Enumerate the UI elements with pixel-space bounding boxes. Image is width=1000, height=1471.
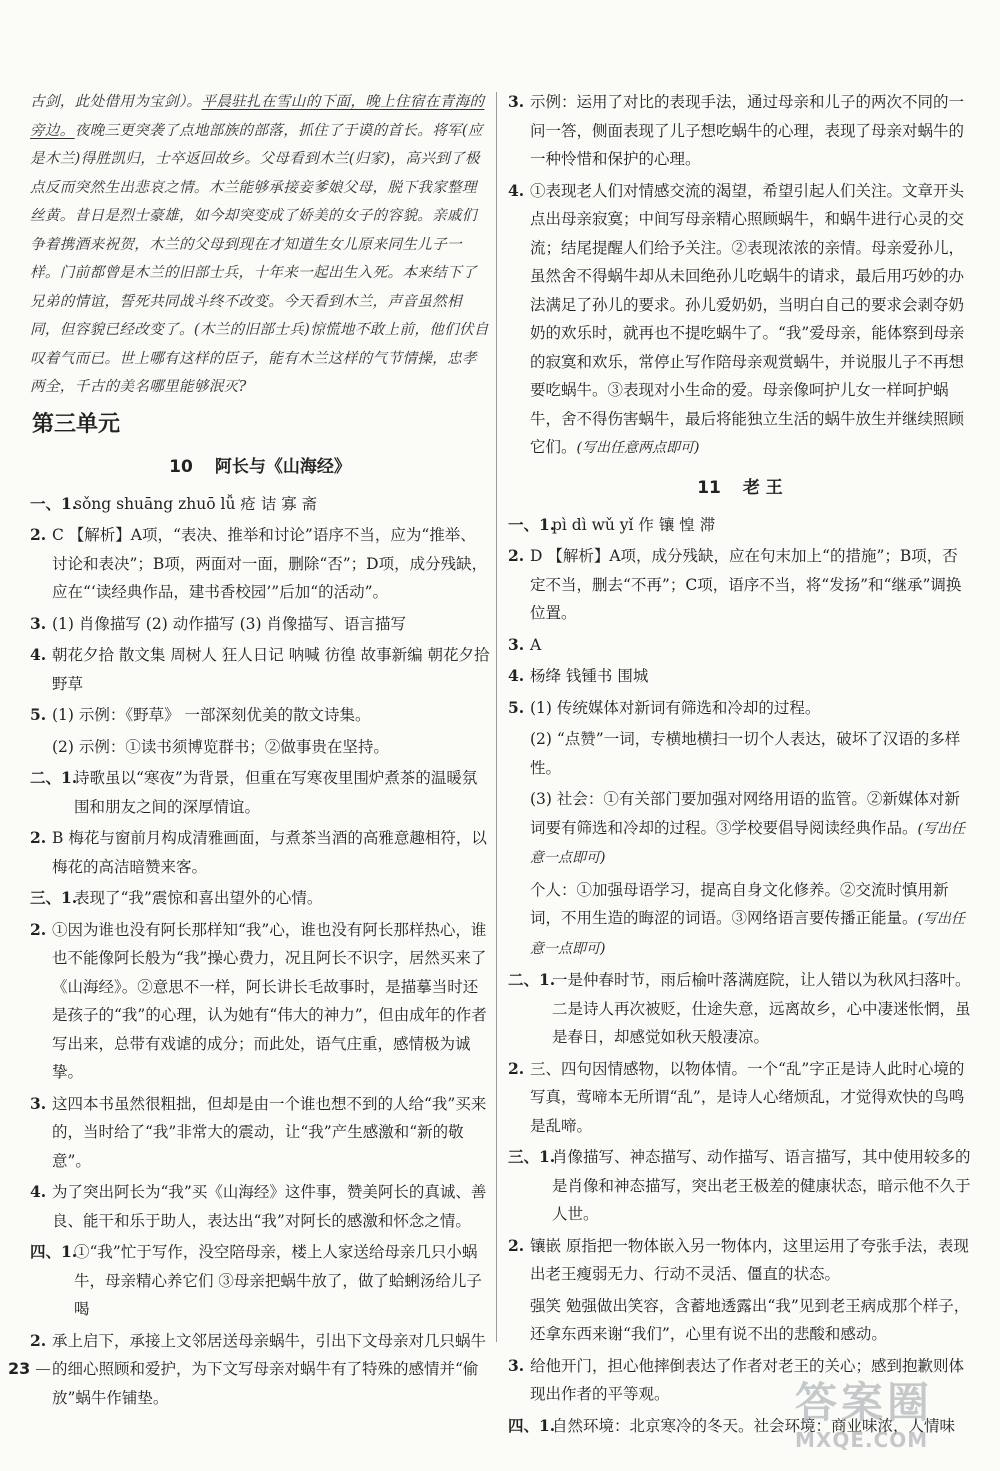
answer-number: 三、1. [30, 888, 78, 907]
answer-number: 2. [30, 525, 47, 544]
answer-text: 三、四句因情感物，以物体情。一个“乱”字正是诗人此时心境的写真，莺啼本无所谓“乱”，是诗人心绪烦乱，才觉得欢快的鸟鸣是乱啼。 [530, 1059, 965, 1135]
answer-item [30, 641, 490, 698]
lesson-name: 老 王 [742, 477, 783, 498]
answer-text: 个人：①加强母语学习，提高自身文化修养。②交流时慎用新词，不用生造的晦涩的词语。③网络语言要传播正能量。 [530, 880, 949, 927]
answer-text: 给他开门，担心他摔倒表达了作者对老王的关心；感到抱歉则体现出作者的平等观。 [530, 1356, 965, 1403]
answer-item [508, 542, 972, 628]
answer-text: C 【解析】A项，“表决、推举和讨论”语序不当，应为“推举、讨论和表决”；B项，两面对一面，删除“否”；D项，成分残缺，应在“‘读经典作品，建书香校园’”后加“的活动”。 [52, 526, 488, 601]
answer-number: 4. [508, 180, 525, 200]
answer-text: 强笑 勉强做出笑容，含蓄地透露出“我”见到老王病成那个样子，还拿东西来谢“我们”，心里有说不出的悲酸和感动。 [530, 1296, 970, 1343]
answer-item [508, 1292, 972, 1349]
answer-number: 4. [30, 645, 47, 664]
answer-item [30, 521, 490, 607]
answer-note: (写出任意两点即可) [576, 440, 700, 456]
answer-text: pì dì wǔ yǐ 作 镶 惶 滞 [552, 515, 716, 534]
answer-item [508, 631, 972, 660]
answer-text: 自然环境：北京寒冷的冬天。社会环境：商业味浓，人情味 [552, 1416, 956, 1435]
answer-text: (1) 示例：《野草》 一部深刻优美的散文诗集。 [52, 706, 371, 724]
answer-text: 一是仲春时节，雨后榆叶落满庭院，让人错以为秋风扫落叶。二是诗人再次被贬，仕途失意，远离故乡，心中凄迷怅惘，虽是春日，却感觉如秋天般凄凉。 [552, 971, 971, 1046]
right-column [508, 88, 972, 1443]
answer-item [30, 610, 490, 639]
answer-number: 4. [30, 1182, 47, 1201]
watermark-url: MXQE.COM [795, 1428, 929, 1452]
answer-number: 5. [508, 697, 525, 717]
watermark-logo [795, 1378, 985, 1458]
intro-text-2: 夜晚三更突袭了点地部族的部落，抓住了于谟的首长。将军(应是木兰)得胜凯归，士卒返回故乡。父母看到木兰(归家)，高兴到了极点反而突然生出悲哀之情。木兰能够承接妾爹娘父母，脱下我家整理丝黄。昔日是烈士豪雄，如今却突变成了娇美的女子的容貌。亲戚们争着携酒来祝贺，木兰的父母到现在才知道生女儿原来同生儿子一样。门前都曾是木兰的旧部士兵，十年来一起出生入死。本来结下了兄弟的情谊，誓死共同战斗终不改变。今天看到木兰，声音虽然相同，但容貌已经改变了。(木兰的旧部士兵)惊慌地不敢上前，他们伏自叹着气而已。世上哪有这样的臣子，能有木兰这样的气节情操，忠孝两全，千古的美名哪里能够泯灭? [30, 121, 489, 395]
answer-item [508, 966, 972, 1052]
answer-number: 3. [508, 634, 525, 654]
answer-item [508, 785, 972, 873]
answer-text: sǒng shuāng zhuō lǚ 疮 诘 寡 斋 [74, 494, 318, 513]
answer-number: 2. [30, 919, 47, 939]
answer-item [508, 694, 972, 723]
answer-text: (1) 传统媒体对新词有筛选和冷却的过程。 [530, 698, 821, 717]
answer-text: (2) 示例：①读书须博览群书；②做事贵在坚持。 [52, 737, 389, 756]
answer-number: 四、1. [30, 1242, 78, 1261]
answer-item [30, 916, 490, 1087]
answer-number: 一、1. [30, 493, 78, 513]
intro-text-1: 古剑，此处借用为宝剑）。 [30, 93, 202, 110]
answer-item [30, 733, 490, 762]
page-number: 23 [8, 1359, 31, 1378]
answer-item [30, 1238, 490, 1324]
watermark-text: 答案圈 [795, 1378, 934, 1427]
answer-text: 杨绛 钱锺书 围城 [530, 667, 649, 685]
answer-item [508, 1055, 972, 1141]
answer-item [508, 88, 972, 174]
answer-item [30, 1178, 490, 1235]
answer-item [508, 177, 972, 463]
page-number-dash [36, 1369, 50, 1370]
answer-number: 3. [508, 1355, 525, 1375]
right-answer-list [508, 511, 972, 1441]
answer-number: 3. [30, 1093, 47, 1113]
answer-item [508, 725, 972, 782]
answer-number: 一、1. [508, 514, 556, 534]
answer-item [508, 1232, 972, 1289]
column-divider [496, 92, 497, 1342]
answer-text: 朝花夕拾 散文集 周树人 狂人日记 呐喊 彷徨 故事新编 朝花夕拾 野草 [52, 646, 490, 693]
answer-text: 承上启下，承接上文邻居送母亲蜗牛，引出下文母亲对几只蜗牛的细心照顾和爱护，为下文写母亲对蜗牛有了特殊的感情并“偷放”蜗牛作铺垫。 [52, 1331, 487, 1407]
answer-text: 为了突出阿长为“我”买《山海经》这件事，赞美阿长的真诚、善良、能干和乐于助人，表达出“我”对阿长的感激和怀念之情。 [52, 1183, 487, 1230]
answer-text: (3) 社会：①有关部门要加强对网络用语的监管。②新媒体对新词要有筛选和冷却的过程。③学校要倡导阅读经典作品。 [530, 790, 960, 837]
answer-note: (写出任意一点即可) [530, 911, 965, 957]
answer-item [30, 764, 490, 821]
answer-number: 3. [30, 613, 47, 633]
answer-number: 三、1. [508, 1147, 556, 1166]
answer-number: 3. [508, 92, 525, 111]
answer-item [508, 662, 972, 691]
answer-item [30, 1090, 490, 1176]
answer-number: 5. [30, 705, 47, 724]
answer-item [30, 490, 490, 519]
answer-item [30, 1327, 490, 1413]
answer-item [30, 701, 490, 730]
answer-text: ①表现老人们对情感交流的渴望，希望引起人们关注。文章开头点出母亲寂寞；中间写母亲精心照顾蜗牛，和蜗牛进行心灵的交流；结尾提醒人们给予关注。②表现浓浓的亲情。母亲爱孙儿，虽然舍不得蜗牛却从未回绝孙儿吃蜗牛的请求，最后用巧妙的办法满足了孙儿的要求。孙儿爱奶奶，当明白自己的要求会剥夺奶奶的欢乐时，就再也不提吃蜗牛了。“我”爱母亲，能体察到母亲的寂寞和欢乐，常停止写作陪母亲观赏蜗牛，并说服儿子不再想要吃蜗牛。③表现对小生命的爱。母亲像呵护儿女一样呵护蜗牛，舍不得伤害蜗牛，最后将能独立生活的蜗牛放生并继续照顾它们。 [530, 181, 965, 456]
answer-text: ①因为谁也没有阿长那样知“我”心，谁也没有阿长那样热心，谁也不能像阿长般为“我”操心费力，况且阿长不识字，居然买来了《山海经》。②意思不一样，阿长讲长毛故事时，是描摹当时还是孩子的“我”的心理，认为她有“伟大的神力”，但由成年的作者写出来，总带有戏谑的成分；而此处，语气庄重，感情极为诚挚。 [52, 920, 487, 1081]
answer-item [508, 876, 972, 964]
lesson-number: 11 [697, 477, 721, 498]
answer-number: 四、1. [508, 1415, 556, 1435]
answer-text: (1) 肖像描写 (2) 动作描写 (3) 肖像描写、语言描写 [52, 614, 407, 633]
answer-number: 二、1. [508, 970, 556, 989]
lesson-title-10 [30, 454, 490, 480]
answer-text: 示例：运用了对比的表现手法，通过母亲和儿子的两次不同的一问一答，侧面表现了儿子想吃蜗牛的心理，表现了母亲对蜗牛的一种怜惜和保护的心理。 [530, 93, 965, 168]
answer-text: A [530, 635, 542, 654]
answer-item [30, 884, 490, 913]
right-answer-list-top [508, 88, 972, 463]
unit-title: 第三单元 [32, 411, 121, 437]
answer-text: 肖像描写、神态描写、动作描写、语言描写，其中使用较多的是肖像和神态描写，突出老王极差的健康状态，暗示他不久于人世。 [552, 1148, 971, 1223]
answer-text: ①“我”忙于写作，没空陪母亲，楼上人家送给母亲几只小蜗牛，母亲精心养它们 ③母亲把蜗牛放了，做了蛤蜊汤给儿子喝 [74, 1243, 482, 1318]
left-column [30, 88, 490, 1415]
answer-number: 4. [508, 666, 525, 685]
answer-text: B 梅花与窗前月构成清雅画面，与煮茶当酒的高雅意趣相符，以梅花的高洁暗赞来客。 [52, 829, 487, 876]
answer-item [508, 1143, 972, 1229]
answer-text: D 【解析】A项，成分残缺，应在句末加上“的措施”；B项，否定不当，删去“不再”；C项，语序不当，将“发扬”和“继承”调换位置。 [530, 547, 962, 622]
answer-number: 2. [30, 1330, 47, 1350]
lesson-title-11 [508, 475, 972, 501]
answer-number: 2. [30, 828, 47, 847]
answer-text: 表现了“我”震惊和喜出望外的心情。 [74, 889, 323, 907]
lesson-name: 阿长与《山海经》 [214, 456, 351, 477]
answer-item [30, 824, 490, 881]
lesson-number: 10 [169, 456, 193, 477]
answer-text: 镶嵌 原指把一物体嵌入另一物体内，这里运用了夸张手法，表现出老王瘦弱无力、行动不灵活、僵直的状态。 [530, 1236, 969, 1283]
answer-number: 2. [508, 546, 525, 565]
intro-underlined: 平晨驻扎在雪山的下面，晚上住宿在青海的旁边。 [30, 93, 485, 139]
answer-number: 2. [508, 1058, 525, 1078]
answer-note: (写出任意一点即可) [530, 820, 965, 866]
answer-number: 二、1. [30, 768, 78, 787]
answer-number: 2. [508, 1235, 525, 1255]
answer-text: 诗歌虽以“寒夜”为背景，但重在写寒夜里围炉煮茶的温暖氛围和朋友之间的深厚情谊。 [74, 769, 478, 816]
answer-text: 这四本书虽然很粗拙，但却是由一个谁也想不到的人给“我”买来的，当时给了“我”非常大的震动，让“我”产生感激和“新的敬意”。 [52, 1094, 487, 1170]
intro-paragraph [30, 88, 490, 402]
left-answer-list [30, 490, 490, 1413]
answer-text: (2) “点赞”一词，专横地横扫一切个人表达，破坏了汉语的多样性。 [530, 730, 961, 777]
answer-item [508, 511, 972, 540]
